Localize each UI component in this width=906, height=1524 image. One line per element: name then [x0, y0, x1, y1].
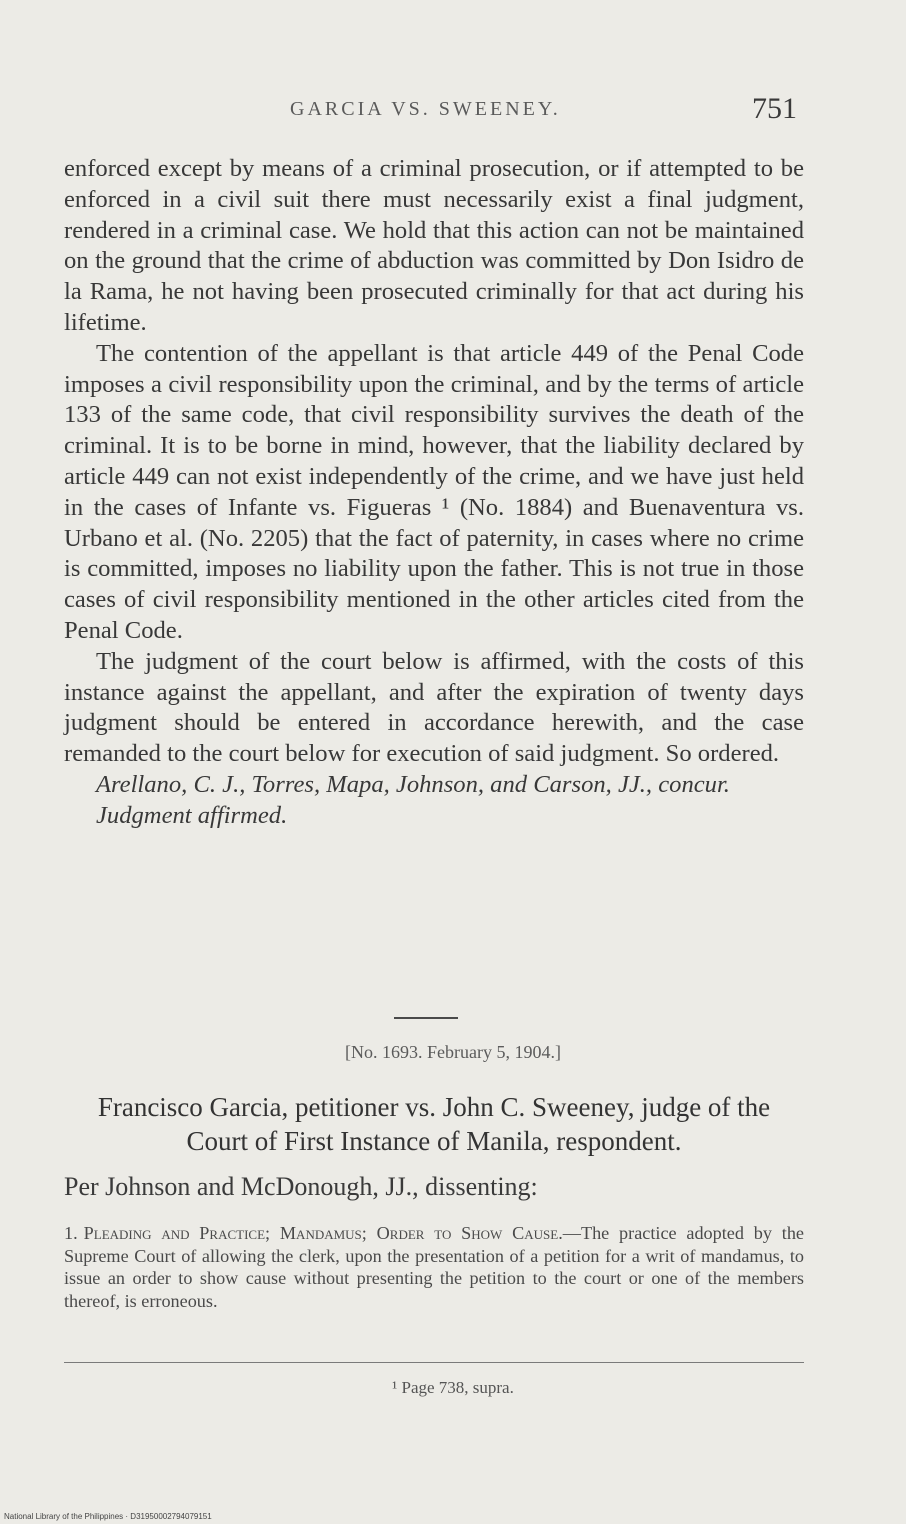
case-title: Francisco Garcia, petitioner vs. John C. Sweeney, judge of the Court of First Instance of Manila, respondent. [97, 1092, 771, 1156]
paragraph-1: enforced except by means of a criminal prosecution, or if attempted to be enforced in a civil suit there must necessarily exist a final judgment, rendered in a criminal case. We hold that this action can not be maintained on the ground that the crime of abduction was committed by Don Isidro de la Rama, he not having been prosecuted criminally for that act during his lifetime. [64, 155, 804, 336]
headnote [64, 1222, 804, 1312]
docket-number: [No. 1693. February 5, 1904.] [345, 1042, 561, 1062]
headnote-topic: Pleading and Practice; Mandamus; Order to Show Cause.— [83, 1223, 581, 1243]
footnote-rule [64, 1362, 804, 1363]
footnote: ¹ Page 738, supra. [392, 1378, 514, 1397]
opinion-body [64, 154, 804, 832]
concurrence-line: Arellano, C. J., Torres, Mapa, Johnson, and Carson, JJ., concur. [96, 770, 730, 798]
paragraph-3: The judgment of the court below is affirmed, with the costs of this instance against the appellant, and after the expiration of twenty days judgment should be entered in accordance herewith, and the case remanded to the court below for execution of said judgment. So ordered. [64, 647, 804, 768]
paragraph-2: The contention of the appellant is that article 449 of the Penal Code imposes a civil responsibility upon the criminal, and by the terms of article 133 of the same code, that civil responsibility survives the death of the criminal. It is to be borne in mind, however, that the liability declared by article 449 can not exist independently of the crime, and we have just held in the cases of Infante vs. Figueras ¹ (No. 1884) and Buenaventura vs. Urbano et al. (No. 2205) that the fact of paternity, in cases where no crime is committed, imposes no liability upon the father. This is not true in those cases of civil responsibility mentioned in the other articles cited from the Penal Code. [64, 339, 804, 644]
judgment-line: Judgment affirmed. [96, 801, 288, 829]
running-head: GARCIA VS. SWEENEY. [290, 98, 561, 120]
scan-credit: National Library of the Philippines · D31950002794079151 [4, 1512, 212, 1521]
dissent-heading: Per Johnson and McDonough, JJ., dissenting: [64, 1172, 538, 1201]
page-number: 751 [752, 92, 797, 125]
headnote-text: The practice adopted by the Supreme Court of allowing the clerk, upon the presentation of a petition for a writ of mandamus, to issue an order to show cause without presenting the petition to the court or one of the members thereof, is erroneous. [64, 1223, 804, 1311]
section-divider [394, 1017, 458, 1019]
headnote-number: 1. [64, 1223, 78, 1243]
